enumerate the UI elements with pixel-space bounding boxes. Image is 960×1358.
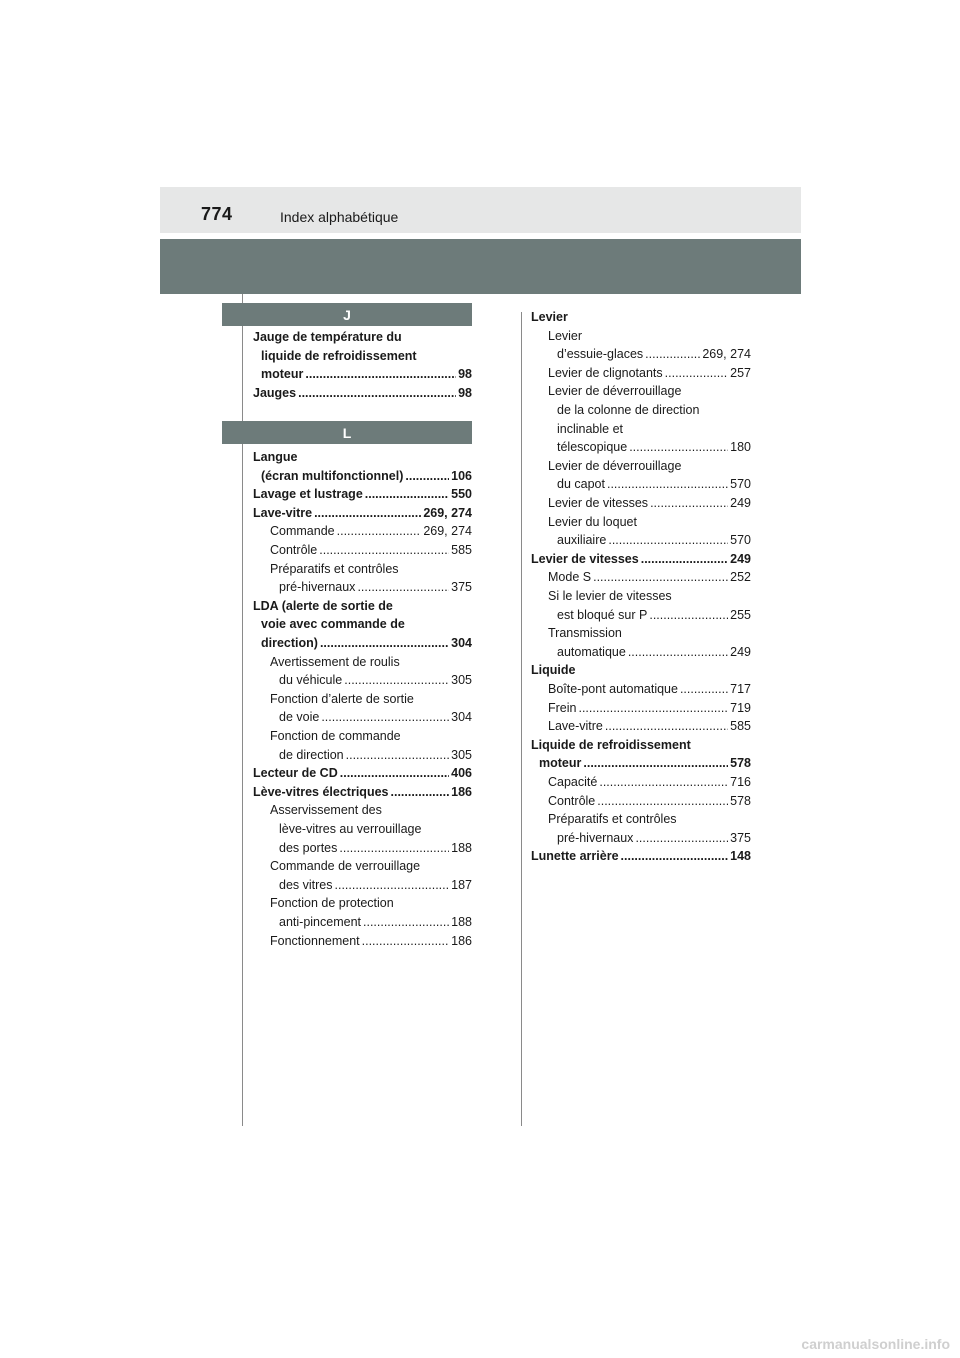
index-entry <box>557 606 751 625</box>
dot-leader <box>665 364 728 383</box>
entry-term: automatique <box>557 644 626 659</box>
index-entry: lève-vitres au verrouillage <box>279 822 422 836</box>
index-entry <box>253 783 472 802</box>
entry-term: Levier de vitesses <box>548 496 649 510</box>
watermark: carmanualsonline.info <box>801 1336 950 1352</box>
dot-leader <box>583 754 728 773</box>
entry-term: pré-hivernaux <box>279 580 356 595</box>
index-entry: Si le levier de vitesses <box>548 589 672 603</box>
index-entry <box>557 475 751 494</box>
entry-page-ref: 585 <box>451 543 472 557</box>
entry-term: Levier de vitesses <box>531 551 639 566</box>
entry-term: Commande <box>270 524 335 539</box>
index-entry: Fonction d’alerte de sortie <box>270 691 414 706</box>
index-entry <box>548 494 751 513</box>
entry-term: Lave-vitre <box>253 505 313 520</box>
entry-page-ref: 249 <box>730 644 751 659</box>
index-entry <box>253 504 472 523</box>
letter-header-j: J <box>222 303 472 326</box>
dot-leader <box>649 606 728 625</box>
entry-term: Lavage et lustrage <box>253 487 363 502</box>
entry-page-ref: 249 <box>730 551 751 566</box>
index-entry: Langue <box>253 450 298 464</box>
index-entry: Liquide <box>531 663 576 678</box>
index-entry <box>253 764 472 783</box>
dot-leader <box>593 568 728 587</box>
entry-term: est bloqué sur P <box>557 607 648 622</box>
entry-page-ref: 550 <box>451 487 472 502</box>
index-entry <box>557 438 751 457</box>
entry-page-ref: 570 <box>730 533 751 548</box>
letter-header-l: L <box>222 421 472 444</box>
dot-leader <box>599 773 728 792</box>
index-entry <box>253 384 472 403</box>
entry-page-ref: 252 <box>730 570 751 585</box>
index-entry <box>548 699 751 718</box>
index-entry <box>548 568 751 587</box>
entry-page-ref: 717 <box>730 682 751 696</box>
entry-term: (écran multifonctionnel) <box>261 468 404 483</box>
index-entry: Jauge de température du <box>253 330 402 344</box>
index-entry <box>548 773 751 792</box>
dot-leader <box>391 783 450 802</box>
index-entry: Préparatifs et contrôles <box>270 561 399 576</box>
entry-page-ref: 98 <box>458 385 472 400</box>
entry-page-ref: 269, 274 <box>423 505 472 520</box>
index-entry <box>279 876 472 895</box>
entry-page-ref: 305 <box>451 747 472 762</box>
entry-term: télescopique <box>557 440 628 455</box>
index-entry: Commande de verrouillage <box>270 859 421 874</box>
dot-leader <box>365 485 449 504</box>
entry-page-ref: 304 <box>451 636 472 650</box>
entry-term: Contrôle <box>548 793 596 808</box>
index-entry <box>279 578 472 597</box>
page-title: Index alphabétique <box>280 209 399 225</box>
index-entry: Levier de déverrouillage <box>548 458 682 473</box>
page-number: 774 <box>201 204 233 224</box>
index-entry <box>261 634 472 653</box>
index-entry: voie avec commande de <box>261 617 405 632</box>
index-entry <box>279 671 472 690</box>
entry-page-ref: 188 <box>451 840 472 855</box>
entry-page-ref: 305 <box>451 673 472 688</box>
dot-leader <box>597 792 728 811</box>
entry-term: pré-hivernaux <box>557 830 634 845</box>
index-entry: Avertissement de roulis <box>270 654 400 669</box>
dot-leader <box>305 365 456 384</box>
dot-leader <box>340 764 449 783</box>
dot-leader <box>363 913 449 932</box>
index-entry: LDA (alerte de sortie de <box>253 598 393 613</box>
entry-term: de voie <box>279 710 320 725</box>
index-entry: Levier <box>548 328 583 343</box>
column-rule-middle <box>521 312 522 1126</box>
index-entry <box>531 847 751 866</box>
entry-page-ref: 257 <box>730 365 751 380</box>
entry-term: des vitres <box>279 877 333 892</box>
entry-page-ref: 406 <box>451 766 472 781</box>
dot-leader <box>335 876 450 895</box>
index-entry <box>539 754 751 773</box>
index-entry: Levier du loquet <box>548 514 637 529</box>
index-entry: Levier de déverrouillage <box>548 384 682 399</box>
column-rule-left <box>242 294 243 1126</box>
dot-leader <box>319 541 449 560</box>
index-entry: liquide de refroidissement <box>261 348 417 363</box>
dot-leader <box>362 932 450 951</box>
index-entry <box>270 541 472 560</box>
entry-term: Frein <box>548 700 577 715</box>
index-entry <box>261 365 472 384</box>
dot-leader <box>621 847 729 866</box>
dot-leader <box>628 643 728 662</box>
index-entry: Liquide de refroidissement <box>531 737 691 752</box>
entry-page-ref: 716 <box>730 775 751 789</box>
entry-term: Fonctionnement <box>270 933 360 948</box>
dot-leader <box>339 839 449 858</box>
index-entry: Transmission <box>548 626 622 641</box>
index-entry <box>261 467 472 486</box>
entry-term: Capacité <box>548 775 598 789</box>
entry-page-ref: 255 <box>730 607 751 622</box>
index-entry <box>279 839 472 858</box>
entry-term: du véhicule <box>279 673 343 688</box>
dot-leader <box>650 494 728 513</box>
dot-leader <box>320 634 449 653</box>
index-entry <box>531 550 751 569</box>
entry-term: Levier de clignotants <box>548 365 663 380</box>
entry-page-ref: 98 <box>458 367 472 382</box>
entry-page-ref: 719 <box>730 700 751 715</box>
index-entry <box>548 792 751 811</box>
entry-term: Lecteur de CD <box>253 766 338 781</box>
index-entry: Levier <box>531 310 568 324</box>
dot-leader <box>344 671 449 690</box>
dot-leader <box>298 384 456 403</box>
index-entry <box>548 680 751 699</box>
entry-page-ref: 249 <box>730 496 751 510</box>
dot-leader <box>346 746 450 765</box>
index-entry <box>557 345 751 364</box>
index-entry <box>253 485 472 504</box>
entry-term: anti-pincement <box>279 915 361 929</box>
entry-page-ref: 187 <box>451 877 472 892</box>
index-entry: inclinable et <box>557 421 624 436</box>
entry-page-ref: 106 <box>451 468 472 483</box>
index-entry <box>557 643 751 662</box>
entry-page-ref: 578 <box>730 756 751 771</box>
entry-page-ref: 188 <box>451 915 472 929</box>
dot-leader <box>357 578 449 597</box>
entry-page-ref: 304 <box>451 710 472 725</box>
index-entry: de la colonne de direction <box>557 403 700 417</box>
dot-leader <box>321 708 449 727</box>
entry-term: moteur <box>261 367 304 382</box>
index-entry <box>270 932 472 951</box>
dot-leader <box>607 475 728 494</box>
entry-term: d’essuie-glaces <box>557 347 644 362</box>
index-entry: Préparatifs et contrôles <box>548 812 677 827</box>
entry-page-ref: 269, 274 <box>423 524 472 539</box>
entry-term: Jauges <box>253 385 297 400</box>
entry-term: de direction <box>279 747 344 762</box>
entry-page-ref: 585 <box>730 719 751 734</box>
section-band <box>160 239 801 294</box>
dot-leader <box>641 550 728 569</box>
dot-leader <box>635 829 728 848</box>
entry-term: des portes <box>279 840 338 855</box>
entry-term: du capot <box>557 477 605 492</box>
entry-page-ref: 570 <box>730 477 751 492</box>
entry-term: Contrôle <box>270 543 318 557</box>
entry-page-ref: 186 <box>451 933 472 948</box>
entry-page-ref: 180 <box>730 440 751 455</box>
dot-leader <box>680 680 728 699</box>
entry-term: Lève-vitres électriques <box>253 784 389 799</box>
dot-leader <box>605 717 728 736</box>
index-entry <box>548 364 751 383</box>
entry-page-ref: 375 <box>451 580 472 595</box>
entry-page-ref: 375 <box>730 830 751 845</box>
header-band <box>160 187 801 233</box>
index-entry <box>557 531 751 550</box>
entry-term: Lave-vitre <box>548 719 603 734</box>
entry-term: Mode S <box>548 570 592 585</box>
dot-leader <box>645 345 700 364</box>
index-entry: Fonction de commande <box>270 729 401 743</box>
entry-term: Lunette arrière <box>531 849 619 864</box>
entry-term: auxiliaire <box>557 533 607 548</box>
dot-leader <box>629 438 728 457</box>
index-entry <box>279 913 472 932</box>
entry-page-ref: 148 <box>730 849 751 864</box>
index-entry <box>548 717 751 736</box>
entry-term: Boîte-pont automatique <box>548 682 678 696</box>
index-entry <box>279 746 472 765</box>
entry-term: direction) <box>261 636 318 650</box>
index-entry <box>270 522 472 541</box>
entry-term: moteur <box>539 756 582 771</box>
index-entry: Fonction de protection <box>270 896 394 911</box>
dot-leader <box>314 504 421 523</box>
index-entry <box>557 829 751 848</box>
dot-leader <box>608 531 728 550</box>
index-entry: Asservissement des <box>270 803 382 818</box>
entry-page-ref: 578 <box>730 793 751 808</box>
index-entry <box>279 708 472 727</box>
dot-leader <box>337 522 422 541</box>
dot-leader <box>405 467 449 486</box>
entry-page-ref: 269, 274 <box>702 347 751 362</box>
dot-leader <box>578 699 728 718</box>
entry-page-ref: 186 <box>451 784 472 799</box>
